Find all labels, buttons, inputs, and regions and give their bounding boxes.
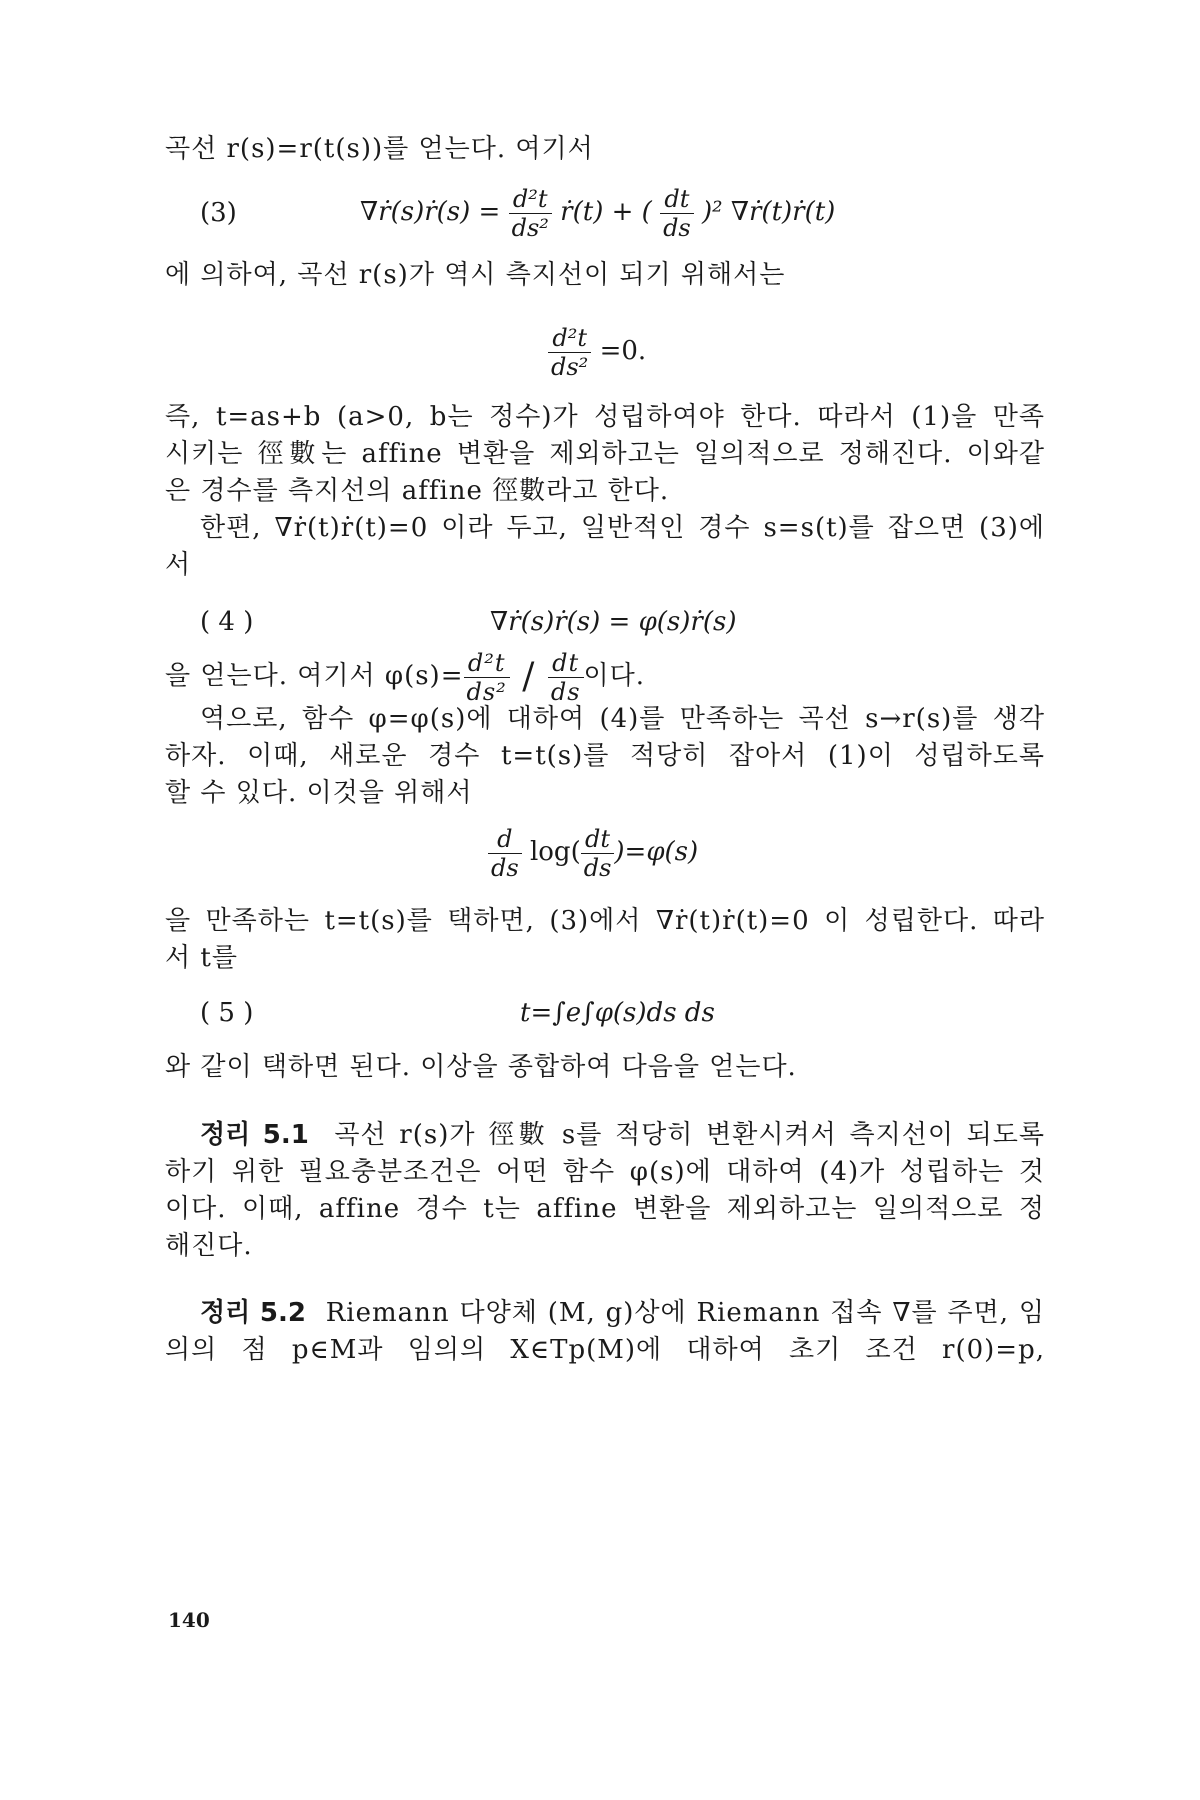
theorem-5-2-line-1: 정리 5.2 Riemann 다양체 (M, g)상에 Riemann 접속 ∇를 주면, 임 <box>200 1298 1046 1328</box>
text-line-12: 을 만족하는 t=t(s)를 택하면, (3)에서 ∇ṙ(t)ṙ(t)=0 이 성립한다. 따라 <box>165 906 1045 936</box>
text-line-6: 한편, ∇ṙ(t)ṙ(t)=0 이라 두고, 일반적인 경수 s=s(t)를 잡으면 (3)에 <box>200 513 1045 543</box>
text-line-1: 곡선 r(s)=r(t(s))를 얻는다. 여기서 <box>165 134 594 164</box>
phi-fraction-1: $\frac{\text{d²t}}{\text{ds²}}$ <box>464 649 510 706</box>
equation-4: ∇ṙ(s)ṙ(s) = φ(s)ṙ(s) <box>490 607 737 637</box>
text-line-8: 을 얻는다. 여기서 φ(s)= $\frac{\text{d²t}}{\text{ds²}}$ / $\frac{dt}{ds}$ 이다. <box>165 648 646 706</box>
theorem-5-1-line-1: 정리 5.1 곡선 r(s)가 徑數 s를 적당히 변환시켜서 측지선이 되도록 <box>200 1120 1046 1150</box>
theorem-5-2-line-2: 의의 점 p∈M과 임의의 X∈Tp(M)에 대하여 초기 조건 r(0)=p, <box>165 1335 1045 1365</box>
text-line-7: 서 <box>165 550 192 580</box>
equation-log: $\frac{d}{ds}$ log( $\frac{dt}{ds}$ )=φ(s) <box>488 818 698 886</box>
theorem-5-1-line-4: 해진다. <box>165 1231 253 1261</box>
equation-number-5: ( 5 ) <box>200 998 254 1028</box>
theorem-5-2-label: 정리 5.2 <box>200 1298 306 1328</box>
log-fraction-2: $\frac{dt}{ds}$ <box>581 825 615 882</box>
log-fraction-1: $\frac{d}{ds}$ <box>488 825 522 882</box>
equation-5: t=∫e∫φ(s)ds ds <box>520 998 715 1028</box>
text-line-5: 은 경수를 측지선의 affine 徑數라고 한다. <box>165 476 670 506</box>
eqb-fraction: $\frac{\text{d²t}}{\text{ds²}}$ <box>548 324 591 381</box>
phi-fraction-2: $\frac{dt}{ds}$ <box>548 649 584 706</box>
eq3-left: ∇ṙ(s)ṙ(s) = <box>360 197 509 227</box>
eq3-fraction: $\frac{\text{d²t}}{\text{ds²}}$ <box>509 185 552 242</box>
text-line-9: 역으로, 함수 φ=φ(s)에 대하여 (4)를 만족하는 곡선 s→r(s)를 생각 <box>200 704 1045 734</box>
eq3-mid: ṙ(t) + ( <box>560 197 652 227</box>
equation-number-4: ( 4 ) <box>200 607 254 637</box>
equation-number-3: (3) <box>200 198 237 228</box>
equation-d2t-zero <box>548 316 646 386</box>
theorem-5-1-line-3: 이다. 이때, affine 경수 t는 affine 변환을 제외하고는 일의적으로 정 <box>165 1194 1045 1224</box>
text-line-14: 와 같이 택하면 된다. 이상을 종합하여 다음을 얻는다. <box>165 1052 797 1082</box>
eq3-right: )² ∇ṙ(t)ṙ(t) <box>702 197 836 227</box>
text-line-11: 할 수 있다. 이것을 위해서 <box>165 778 473 808</box>
equation-3 <box>360 180 835 244</box>
eqb-right: =0. <box>599 336 647 366</box>
text-line-3: 즉, t=as+b (a>0, b는 정수)가 성립하여야 한다. 따라서 (1)을 만족 <box>165 402 1045 432</box>
theorem-5-1-line-2: 하기 위한 필요충분조건은 어떤 함수 φ(s)에 대하여 (4)가 성립하는 것 <box>165 1157 1045 1187</box>
text-line-4: 시키는 徑數는 affine 변환을 제외하고는 일의적으로 정해진다. 이와같 <box>165 439 1045 469</box>
theorem-5-1-label: 정리 5.1 <box>200 1120 309 1150</box>
eq3-fraction-2: $\frac{dt}{ds}$ <box>660 185 694 242</box>
page-number: 140 <box>168 1608 210 1632</box>
text-line-10: 하자. 이때, 새로운 경수 t=t(s)를 적당히 잡아서 (1)이 성립하도록 <box>165 741 1045 771</box>
text-line-2: 에 의하여, 곡선 r(s)가 역시 측지선이 되기 위해서는 <box>165 260 786 290</box>
text-line-13: 서 t를 <box>165 943 238 973</box>
